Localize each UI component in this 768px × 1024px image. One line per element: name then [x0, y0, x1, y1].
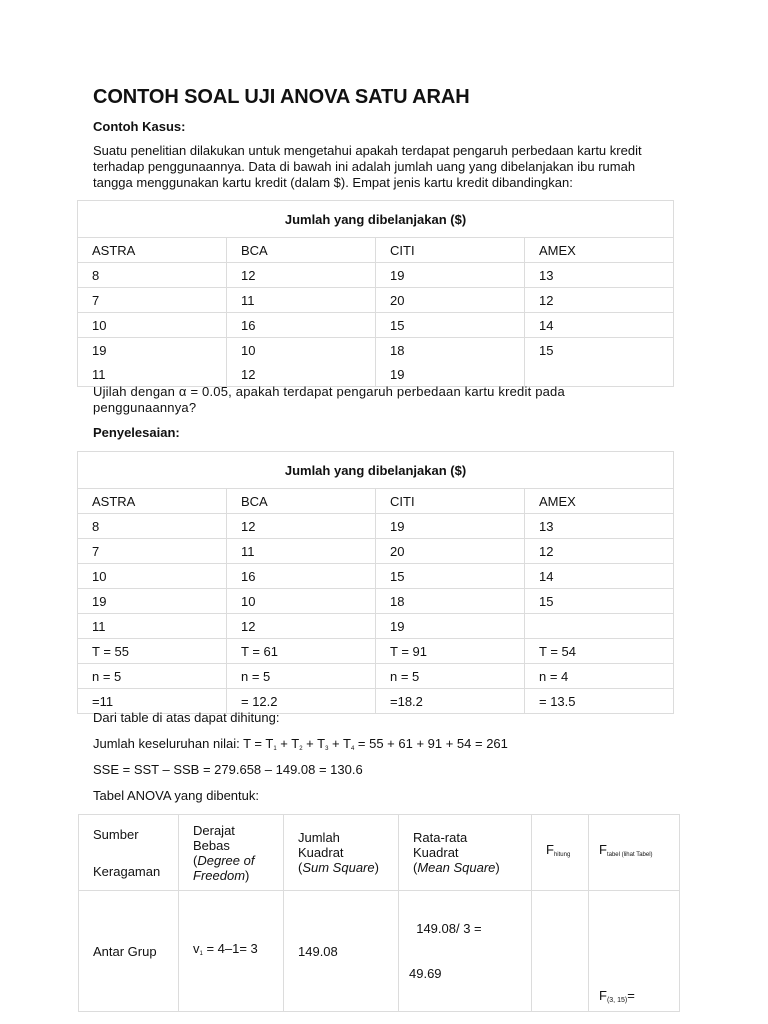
table-cell: [525, 614, 674, 639]
subscript: 1: [199, 950, 203, 957]
table-cell: 20: [376, 539, 525, 564]
table-cell: 10: [227, 338, 376, 363]
table-cell: T = 91: [376, 639, 525, 664]
table-cell: n = 5: [78, 664, 227, 689]
table-cell: =11: [78, 689, 227, 714]
table-cell: 19: [376, 362, 525, 387]
table-cell: 8: [78, 514, 227, 539]
header-text: Sumber: [93, 826, 139, 842]
solution-heading: Penyelesaian:: [93, 425, 180, 440]
table-cell: 7: [78, 288, 227, 313]
table-row: [78, 338, 674, 363]
table-cell: 19: [376, 614, 525, 639]
table-header-row: [78, 238, 674, 263]
table-cell: 10: [227, 589, 376, 614]
question-line: Ujilah dengan α = 0.05, apakah terdapat pengaruh perbedaan kartu kredit pada: [93, 384, 565, 399]
table-row: [78, 564, 674, 589]
table-cell: 11: [227, 288, 376, 313]
column-header-amex: AMEX: [525, 238, 674, 263]
anova-header-row: [79, 815, 680, 891]
table-row: [78, 263, 674, 288]
case-paragraph: [93, 143, 642, 191]
table-cell: T = 55: [78, 639, 227, 664]
header-sum-square: [284, 815, 399, 891]
table-header-row: [78, 489, 674, 514]
question-line: penggunaannya?: [93, 400, 197, 415]
header-italic: Mean Square: [417, 860, 496, 875]
question-text: [93, 384, 565, 416]
table-caption: Jumlah yang dibelanjakan ($): [78, 452, 674, 489]
table-row: [78, 514, 674, 539]
table-cell: n = 4: [525, 664, 674, 689]
table-cell: T = 54: [525, 639, 674, 664]
header-italic: Freedom: [193, 867, 246, 883]
table-cell: T = 61: [227, 639, 376, 664]
case-paragraph-line: terhadap penggunaannya. Data di bawah ini adalah jumlah uang yang dibelanjakan ibu rumah: [93, 159, 636, 174]
column-header-astra: ASTRA: [78, 489, 227, 514]
header-text: Jumlah: [298, 830, 340, 845]
case-paragraph-line: Suatu penelitian dilakukan untuk mengetahui apakah terdapat pengaruh perbedaan kartu kredit: [93, 143, 642, 158]
table-cell: 12: [227, 514, 376, 539]
cell-text: F: [599, 988, 607, 1003]
column-header-citi: CITI: [376, 238, 525, 263]
subscript: 1: [273, 746, 277, 752]
header-text: (Degree of: [193, 852, 255, 868]
table-cell: 7: [78, 539, 227, 564]
header-f-hitung: [532, 815, 589, 891]
header-text: Rata-rata: [413, 830, 468, 845]
header-f-tabel: [589, 815, 680, 891]
total-line-text: + T: [302, 736, 326, 751]
table-cell: 11: [78, 362, 227, 387]
total-sum-line: [93, 736, 508, 752]
table-row: [78, 589, 674, 614]
cell-text: v: [193, 940, 200, 956]
table-cell: 13: [525, 263, 674, 288]
cell-text: = 4–1= 3: [202, 940, 258, 956]
table-cell: n = 5: [227, 664, 376, 689]
header-text: F: [546, 842, 554, 857]
table-cell: 12: [227, 362, 376, 387]
header-text: Kuadrat: [413, 845, 459, 860]
f-tabel-cell: [589, 891, 680, 1012]
header-degree-of-freedom: [179, 815, 284, 891]
table-cell: = 13.5: [525, 689, 674, 714]
subscript: (3, 15): [606, 997, 628, 1004]
table-cell: 15: [376, 564, 525, 589]
subscript: tabel (lihat Tabel): [606, 852, 653, 858]
anova-table: [78, 814, 680, 1012]
table-cell: 20: [376, 288, 525, 313]
header-italic: Sum Square: [302, 860, 375, 875]
table-cell: 15: [525, 338, 674, 363]
data-table-1: [77, 200, 674, 387]
header-text: (Sum Square): [298, 860, 379, 875]
table-cell: [525, 362, 674, 387]
column-header-bca: BCA: [227, 489, 376, 514]
subscript: 4: [350, 746, 355, 752]
data-table-2: [77, 451, 674, 714]
table-cell: 19: [376, 263, 525, 288]
column-header-citi: CITI: [376, 489, 525, 514]
table-caption: Jumlah yang dibelanjakan ($): [78, 201, 674, 238]
table-cell: 12: [227, 614, 376, 639]
header-italic: Degree of: [197, 852, 255, 868]
table-row: [78, 362, 674, 387]
source-cell: Antar Grup: [79, 891, 179, 1012]
ms-cell: [399, 891, 532, 1012]
header-text: (Mean Square): [413, 860, 500, 875]
table-cell: 13: [525, 514, 674, 539]
table-cell: n = 5: [376, 664, 525, 689]
table-cell: =18.2: [376, 689, 525, 714]
anova-intro: Tabel ANOVA yang dibentuk:: [93, 788, 259, 803]
subscript: hitung: [553, 852, 571, 858]
table-cell: 18: [376, 589, 525, 614]
table-cell: 16: [227, 564, 376, 589]
table-cell: 12: [227, 263, 376, 288]
table-cell: 14: [525, 564, 674, 589]
table-cell: 16: [227, 313, 376, 338]
table-cell: 10: [78, 313, 227, 338]
cell-text: =: [627, 988, 635, 1003]
table-cell: 15: [525, 589, 674, 614]
table-cell: 12: [525, 539, 674, 564]
table-row: [78, 614, 674, 639]
table-cell: 15: [376, 313, 525, 338]
table-cell: = 12.2: [227, 689, 376, 714]
subscript: 2: [299, 746, 303, 752]
case-heading: Contoh Kasus:: [93, 119, 186, 134]
table-cell: 11: [78, 614, 227, 639]
table-cell: 8: [78, 263, 227, 288]
header-text: Bebas: [193, 837, 230, 853]
header-text: Keragaman: [93, 863, 161, 879]
total-line-text: + T: [328, 736, 351, 751]
calc-intro: Dari table di atas dapat dihitung:: [93, 710, 280, 725]
table-cell: 12: [525, 288, 674, 313]
header-text: Freedom): [193, 867, 250, 883]
column-header-astra: ASTRA: [78, 238, 227, 263]
df-cell: [179, 891, 284, 1012]
total-row: [78, 639, 674, 664]
header-source: [79, 815, 179, 891]
header-text: Kuadrat: [298, 845, 344, 860]
table-cell: 19: [78, 589, 227, 614]
anova-row-antar-grup: [79, 891, 680, 1012]
header-text: Derajat: [193, 822, 235, 838]
ss-cell: 149.08: [284, 891, 399, 1012]
cell-text: 49.69: [409, 966, 442, 981]
sse-line: SSE = SST – SSB = 279.658 – 149.08 = 130.6: [93, 762, 363, 777]
f-hitung-cell: [532, 891, 589, 1012]
total-line-text: + T: [276, 736, 300, 751]
table-cell: 19: [78, 338, 227, 363]
table-row: [78, 313, 674, 338]
column-header-amex: AMEX: [525, 489, 674, 514]
table-cell: 14: [525, 313, 674, 338]
table-row: [78, 288, 674, 313]
count-row: [78, 664, 674, 689]
total-line-text: Jumlah keseluruhan nilai: T = T: [93, 736, 274, 751]
table-cell: 19: [376, 514, 525, 539]
table-cell: 11: [227, 539, 376, 564]
case-paragraph-line: tangga menggunakan kartu kredit (dalam $). Empat jenis kartu kredit dibandingkan:: [93, 175, 573, 190]
total-line-text: = 55 + 61 + 91 + 54 = 261: [354, 736, 508, 751]
column-header-bca: BCA: [227, 238, 376, 263]
header-mean-square: [399, 815, 532, 891]
table-row: [78, 539, 674, 564]
header-text: F: [599, 842, 607, 857]
table-cell: 18: [376, 338, 525, 363]
cell-text: 149.08/ 3 =: [409, 921, 482, 936]
page-title: CONTOH SOAL UJI ANOVA SATU ARAH: [93, 86, 470, 108]
table-cell: 10: [78, 564, 227, 589]
subscript: 3: [325, 746, 329, 752]
